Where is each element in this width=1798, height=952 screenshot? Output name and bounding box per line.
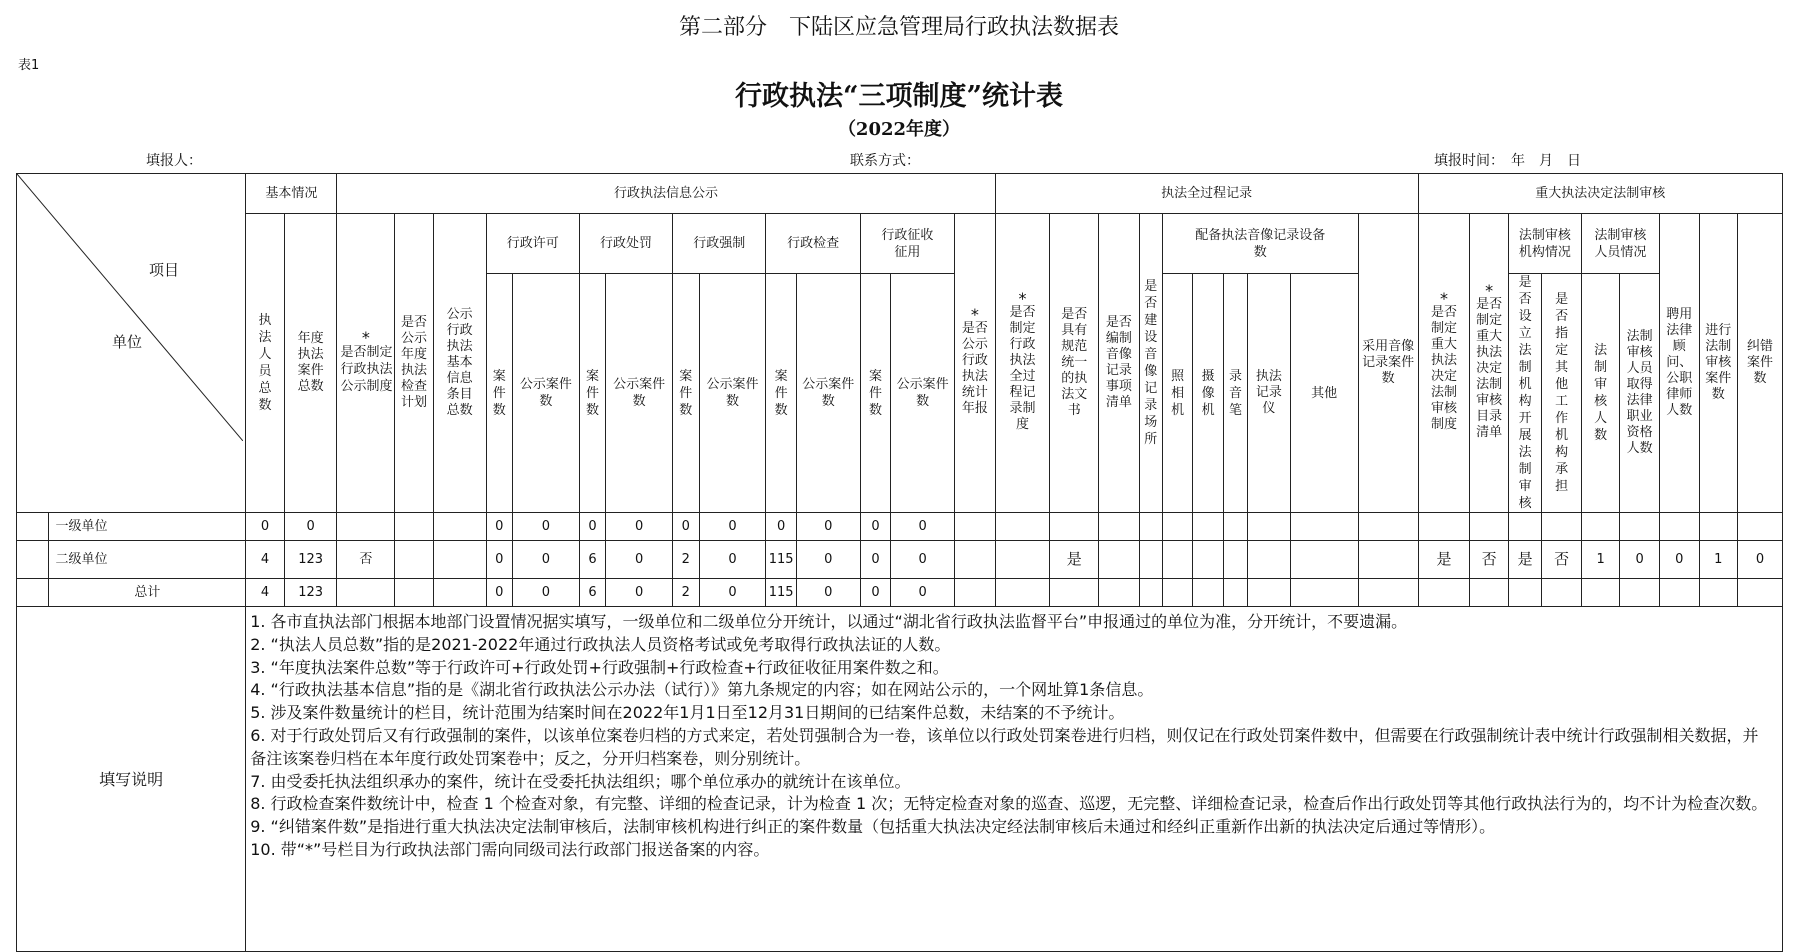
- col-group-penalty: 行政处罚: [579, 214, 672, 274]
- col-other-org: 是否指定其他工作机构承担: [1542, 274, 1582, 513]
- cell: 2: [673, 541, 699, 579]
- cell: [1248, 513, 1291, 541]
- col-levy-public: 公示案件数: [891, 274, 955, 513]
- cell: [1099, 579, 1140, 607]
- cell: 0: [673, 513, 699, 541]
- col-group-levy: 行政征收征用: [860, 214, 954, 274]
- col-other: 其他: [1290, 274, 1358, 513]
- col-camera: 照相机: [1162, 274, 1192, 513]
- corner-header: [17, 174, 246, 513]
- cell: 否: [1542, 541, 1582, 579]
- cell: [995, 579, 1050, 607]
- cell: 0: [512, 541, 579, 579]
- corner-diagonal: [17, 174, 243, 441]
- cell: [1248, 541, 1291, 579]
- notes-text: [246, 607, 1783, 952]
- col-penalty-public: 公示案件数: [606, 274, 673, 513]
- cell: 0: [891, 579, 955, 607]
- cell: [1290, 579, 1358, 607]
- col-group-permit: 行政许可: [486, 214, 579, 274]
- cell: 0: [860, 541, 890, 579]
- col-group-av-devices: 配备执法音像记录设备数: [1162, 214, 1358, 274]
- cell: [1139, 541, 1162, 579]
- cell: 0: [486, 541, 512, 579]
- cell: 0: [512, 579, 579, 607]
- cell: [1139, 513, 1162, 541]
- cell: [995, 513, 1050, 541]
- cell: 115: [766, 541, 796, 579]
- col-public-system: * 是否制定行政执法公示制度: [337, 214, 395, 513]
- cell: 0: [860, 513, 890, 541]
- col-inspect-cases: 案件数: [766, 274, 796, 513]
- cell: [1290, 541, 1358, 579]
- cell: 0: [512, 513, 579, 541]
- report-year: （2022年度）: [837, 119, 961, 140]
- col-reviewers: 法制审核人数: [1581, 274, 1620, 513]
- cell: 0: [796, 513, 860, 541]
- row-indent: [17, 579, 49, 607]
- cell: [1248, 579, 1291, 607]
- cell: [433, 579, 486, 607]
- col-counsel: 聘用法律顾问、公职律师人数: [1659, 214, 1699, 513]
- cell: [1099, 513, 1140, 541]
- note-line: 3. “年度执法案件总数”等于行政许可+行政处罚+行政强制+行政检查+行政征收征用案件数之和。: [250, 657, 949, 677]
- doc-title: 第二部分 下陆区应急管理局行政执法数据表: [678, 15, 1119, 40]
- cell: 1: [1699, 541, 1738, 579]
- cell: 0: [891, 513, 955, 541]
- cell: [337, 579, 395, 607]
- cell: [1418, 579, 1470, 607]
- cell: [1542, 579, 1582, 607]
- col-basic-info: 公示行政执法基本信息条目总数: [433, 214, 486, 513]
- table-number: 表1: [18, 58, 40, 73]
- note-line: 2. “执法人员总数”指的是2021-2022年通过行政执法人员资格考试或免考取得行政执法证的人数。: [250, 634, 951, 654]
- col-recorder: 录音笔: [1223, 274, 1247, 513]
- cell: [1418, 513, 1470, 541]
- cell: [1470, 513, 1509, 541]
- cell: [1193, 513, 1223, 541]
- corner-item-label: 项目: [149, 261, 180, 279]
- cell: [1050, 579, 1099, 607]
- cell: 0: [1659, 541, 1699, 579]
- cell: [395, 541, 434, 579]
- row-indent: [17, 541, 49, 579]
- cell: [1223, 541, 1247, 579]
- cell: 0: [699, 541, 766, 579]
- cell: [1542, 513, 1582, 541]
- table-row: [17, 513, 1783, 541]
- col-review-list: * 是否制定重大执法决定法制审核目录清单: [1470, 214, 1509, 513]
- cell: [395, 579, 434, 607]
- cell: 0: [699, 513, 766, 541]
- cell: [1358, 541, 1418, 579]
- cell: [1699, 513, 1738, 541]
- col-record-system: * 是否制定行政执法全过程记录制度: [995, 214, 1050, 513]
- col-group-enforce: 行政强制: [673, 214, 766, 274]
- row-indent: [17, 513, 49, 541]
- note-line: 5. 涉及案件数量统计的栏目，统计范围为结案时间在2022年1月1日至12月31日期间的已结案件总数，未结案的不予统计。: [250, 703, 1125, 723]
- col-av-cases: 采用音像记录案件数: [1358, 214, 1418, 513]
- cell: [955, 579, 996, 607]
- col-av-site: 是否建设音像记录场所: [1139, 214, 1162, 513]
- group-basic: 基本情况: [246, 174, 337, 214]
- col-staff-total: 执法人员总数: [246, 214, 285, 513]
- cell: 否: [337, 541, 395, 579]
- cell: [395, 513, 434, 541]
- cell: [1358, 513, 1418, 541]
- notes-row: [17, 607, 1783, 952]
- cell: 否: [1470, 541, 1509, 579]
- note-line: 9. “纠错案件数”是指进行重大执法决定法制审核后，法制审核机构进行纠正的案件数量（包括重大执法决定经法制审核后未通过和经纠正重新作出新的执法决定后通过等情形）。: [250, 817, 1496, 837]
- cell: [1508, 513, 1541, 541]
- cell: 123: [284, 541, 337, 579]
- cell: 123: [284, 579, 337, 607]
- cell: 2: [673, 579, 699, 607]
- cell: 6: [579, 579, 605, 607]
- cell: 0: [699, 579, 766, 607]
- cell: [1581, 513, 1620, 541]
- cell: [1193, 579, 1223, 607]
- row-label: 总计: [49, 579, 246, 607]
- cell: 是: [1508, 541, 1541, 579]
- cell: [1659, 579, 1699, 607]
- cell: 0: [1738, 541, 1783, 579]
- cell: 0: [606, 513, 673, 541]
- cell: 0: [796, 579, 860, 607]
- col-group-review-org: 法制审核机构情况: [1508, 214, 1581, 274]
- cell: [1223, 513, 1247, 541]
- col-law-recorder: 执法记录仪: [1248, 274, 1291, 513]
- cell: [1290, 513, 1358, 541]
- cell: [1659, 513, 1699, 541]
- col-enforce-cases: 案件数: [673, 274, 699, 513]
- cell: [1738, 513, 1783, 541]
- cell: 0: [766, 513, 796, 541]
- cell: 115: [766, 579, 796, 607]
- row-label: 二级单位: [49, 541, 246, 579]
- note-line: 10. 带“*”号栏目为行政执法部门需向同级司法行政部门报送备案的内容。: [250, 839, 770, 859]
- col-public-plan: 是否公示年度执法检查计划: [395, 214, 434, 513]
- main-title: 行政执法“三项制度”统计表: [734, 81, 1064, 112]
- cell: [1508, 579, 1541, 607]
- group-major-review: 重大执法决定法制审核: [1418, 174, 1782, 214]
- cell: [433, 541, 486, 579]
- statistics-table: [16, 173, 1783, 952]
- cell: 4: [246, 579, 285, 607]
- group-full-process: 执法全过程记录: [995, 174, 1418, 214]
- cell: 0: [891, 541, 955, 579]
- cell: 0: [1620, 541, 1660, 579]
- col-annual-cases: 年度执法案件总数: [284, 214, 337, 513]
- col-permit-cases: 案件数: [486, 274, 512, 513]
- cell: [433, 513, 486, 541]
- cell: 是: [1418, 541, 1470, 579]
- cell: 0: [606, 541, 673, 579]
- col-qualified: 法制审核人员取得法律职业资格人数: [1620, 274, 1660, 513]
- cell: [1162, 513, 1192, 541]
- cell: [955, 513, 996, 541]
- table-row: [17, 541, 1783, 579]
- notes-label: 填写说明: [17, 607, 246, 952]
- cell: [1162, 579, 1192, 607]
- cell: [1620, 579, 1660, 607]
- col-inspect-public: 公示案件数: [796, 274, 860, 513]
- cell: [1099, 541, 1140, 579]
- note-line: 7. 由受委托执法组织承办的案件，统计在受委托执法组织；哪个单位承办的就统计在该单位。: [250, 771, 911, 791]
- table-row: [17, 579, 1783, 607]
- cell: 0: [579, 513, 605, 541]
- cell: 4: [246, 541, 285, 579]
- filler-label: 填报人：: [146, 153, 202, 169]
- note-line: 6. 对于行政处罚后又有行政强制的案件，以该单位案卷归档的方式来定，若处罚强制合为一卷，该单位以行政处罚案卷进行归档，则仅记在行政处罚案件数中，但需要在行政强制统计表中统计行政强制相关数据，并备注该案卷归档在本年度行政处罚案卷中；反之，分开归档案卷，则分别统计。: [250, 725, 1759, 768]
- col-standard-docs: 是否具有规范统一的执法文书: [1050, 214, 1099, 513]
- col-review-system: * 是否制定重大执法决定法制审核制度: [1418, 214, 1470, 513]
- col-review-org: 是否设立法制机构开展法制审核: [1508, 274, 1541, 513]
- col-penalty-cases: 案件数: [579, 274, 605, 513]
- cell: [1581, 579, 1620, 607]
- cell: 6: [579, 541, 605, 579]
- cell: 1: [1581, 541, 1620, 579]
- group-info-public: 行政执法信息公示: [337, 174, 995, 214]
- cell: [1470, 579, 1509, 607]
- cell: [1358, 579, 1418, 607]
- cell: [1223, 579, 1247, 607]
- fill-time-label: 填报时间： 年 月 日: [1434, 153, 1581, 169]
- cell: [1620, 513, 1660, 541]
- cell: 0: [284, 513, 337, 541]
- col-annual-report: * 是否公示行政执法统计年报: [955, 214, 996, 513]
- cell: [1139, 579, 1162, 607]
- col-group-inspect: 行政检查: [766, 214, 860, 274]
- contact-label: 联系方式：: [850, 153, 920, 169]
- note-line: 4. “行政执法基本信息”指的是《湖北省行政执法公示办法（试行）》第九条规定的内容；如在网站公示的，一个网址算1条信息。: [250, 680, 1154, 700]
- cell: [1738, 579, 1783, 607]
- row-label: 一级单位: [49, 513, 246, 541]
- corner-unit-label: 单位: [112, 333, 143, 351]
- col-video: 摄像机: [1193, 274, 1223, 513]
- col-review-cases: 进行法制审核案件数: [1699, 214, 1738, 513]
- cell: [337, 513, 395, 541]
- col-levy-cases: 案件数: [860, 274, 890, 513]
- cell: 0: [486, 579, 512, 607]
- cell: [1050, 513, 1099, 541]
- cell: [1699, 579, 1738, 607]
- cell: 是: [1050, 541, 1099, 579]
- cell: 0: [796, 541, 860, 579]
- cell: 0: [486, 513, 512, 541]
- cell: [1162, 541, 1192, 579]
- col-group-review-staff: 法制审核人员情况: [1581, 214, 1659, 274]
- note-line: 8. 行政检查案件数统计中，检查 1 个检查对象，有完整、详细的检查记录，计为检查 1 次；无特定检查对象的巡查、巡逻，无完整、详细检查记录，检查后作出行政处罚等其他行政执法行为的，均不计为检查次数。: [250, 794, 1768, 814]
- note-line: 1. 各市直执法部门根据本地部门设置情况据实填写，一级单位和二级单位分开统计，以通过“湖北省行政执法监督平台”申报通过的单位为准，分开统计，不要遗漏。: [250, 612, 1408, 631]
- cell: [995, 541, 1050, 579]
- cell: 0: [606, 579, 673, 607]
- col-av-list: 是否编制音像记录事项清单: [1099, 214, 1140, 513]
- cell: [955, 541, 996, 579]
- col-corrected: 纠错案件数: [1738, 214, 1783, 513]
- cell: 0: [246, 513, 285, 541]
- cell: [1193, 541, 1223, 579]
- col-enforce-public: 公示案件数: [699, 274, 766, 513]
- col-permit-public: 公示案件数: [512, 274, 579, 513]
- cell: 0: [860, 579, 890, 607]
